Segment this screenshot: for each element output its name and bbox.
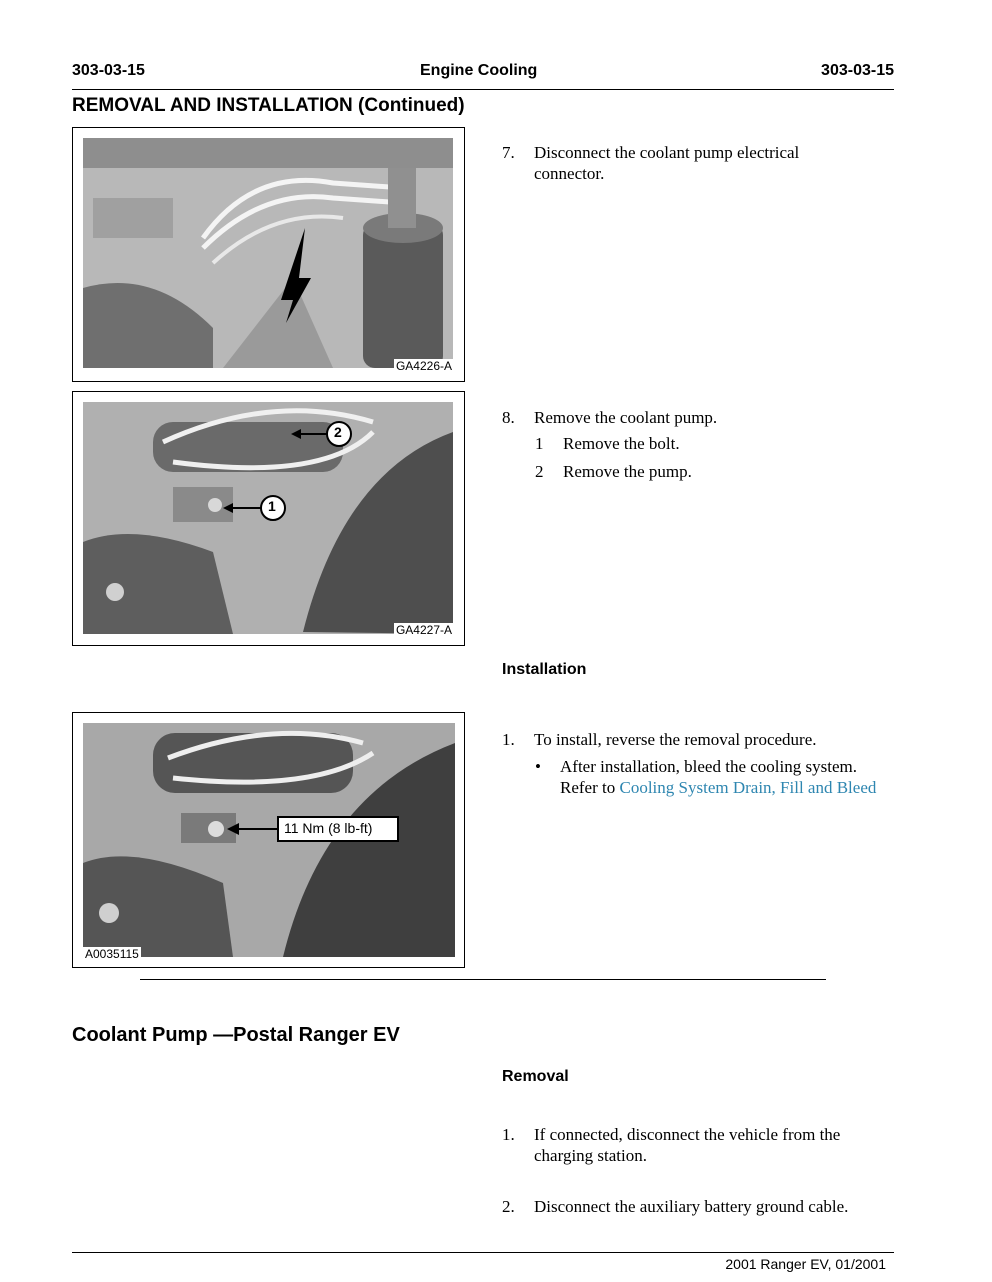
header-right: 303-03-15 [821, 62, 894, 79]
footer-text: 2001 Ranger EV, 01/2001 [725, 1256, 886, 1272]
photo-pump-removal [73, 392, 464, 645]
figure-label: GA4226-A [395, 359, 452, 373]
step-text: Disconnect the coolant pump electrical connector. [534, 143, 800, 183]
header-left: 303-03-15 [72, 62, 145, 79]
install-bullet [560, 756, 890, 798]
figure-label: A0035115 [85, 947, 139, 961]
substep-number: 2 [535, 462, 544, 481]
step-number: 8. [502, 408, 515, 427]
callout-2: 2 [334, 424, 342, 440]
step-text: To install, reverse the removal procedure. [534, 730, 817, 749]
footer-rule [72, 1252, 894, 1253]
callout-1: 1 [268, 498, 276, 514]
bullet-icon: • [535, 757, 541, 776]
postal-section-title: Coolant Pump —Postal Ranger EV [72, 1024, 400, 1046]
step-number: 1. [502, 1125, 515, 1144]
section-title: REMOVAL AND INSTALLATION (Continued) [72, 95, 465, 116]
figure-connector [72, 127, 465, 382]
step-number: 2. [502, 1197, 515, 1216]
section-divider [140, 979, 826, 980]
torque-callout: 11 Nm (8 lb-ft) [284, 820, 373, 836]
step-number: 1. [502, 730, 515, 749]
substep-number: 1 [535, 434, 544, 453]
step-text: If connected, disconnect the vehicle from the charging station. [534, 1125, 841, 1165]
photo-connector [73, 128, 464, 381]
substep-text: Remove the bolt. [563, 434, 680, 453]
cooling-system-link[interactable]: Cooling System Drain, Fill and Bleed [619, 778, 877, 797]
photo-torque [73, 713, 464, 967]
header-center: Engine Cooling [420, 62, 538, 79]
bullet-text: After installation, bleed the cooling system. Refer to [560, 757, 857, 797]
step-text: Disconnect the auxiliary battery ground cable. [534, 1197, 849, 1216]
figure-torque [72, 712, 465, 968]
figure-pump-removal [72, 391, 465, 646]
figure-label: GA4227-A [395, 623, 452, 637]
step-text: Remove the coolant pump. [534, 408, 718, 427]
substep-text: Remove the pump. [563, 462, 692, 481]
installation-heading: Installation [502, 661, 587, 678]
step-number: 7. [502, 143, 515, 162]
header-rule [72, 89, 894, 90]
removal-heading: Removal [502, 1068, 569, 1085]
